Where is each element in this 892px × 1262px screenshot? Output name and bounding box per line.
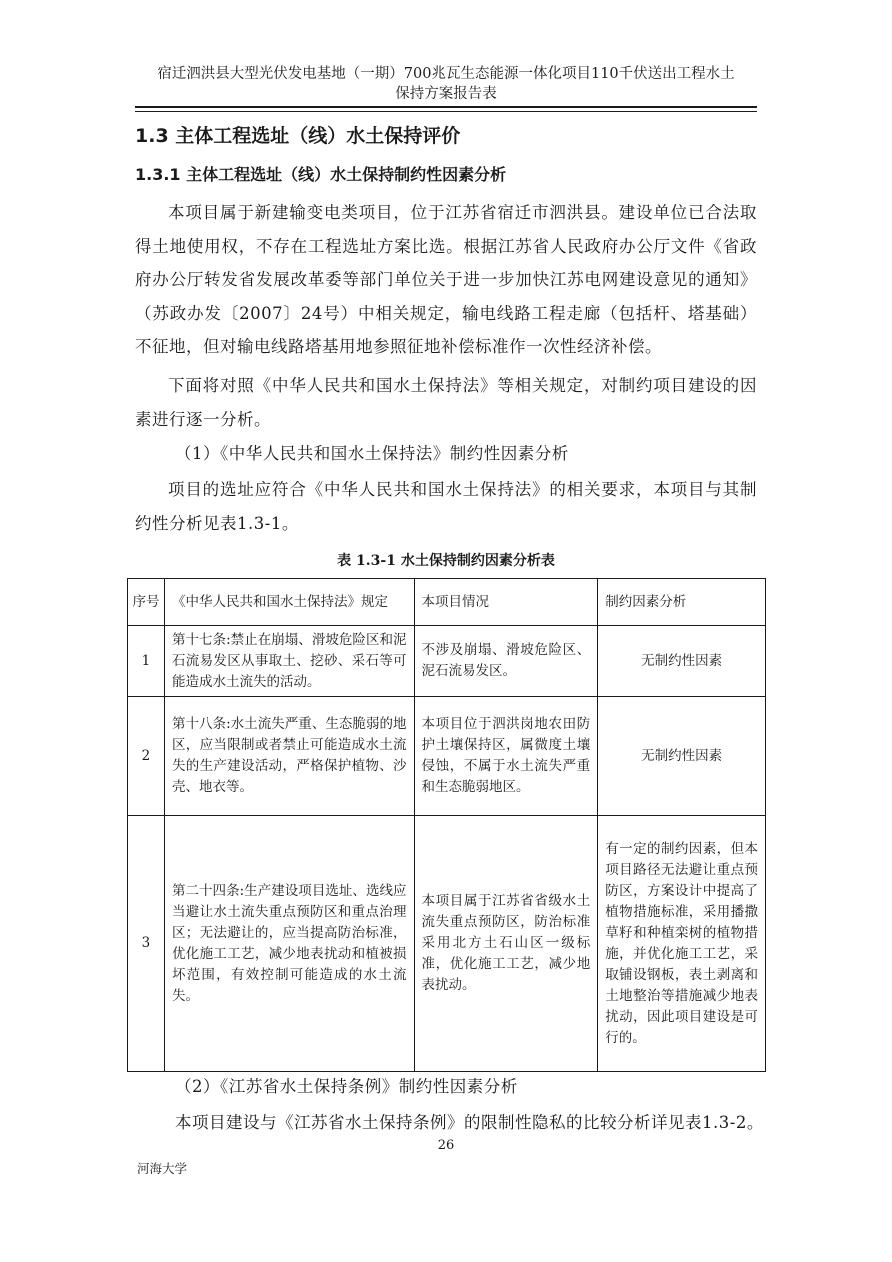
paragraph-item-2-body: 本项目建设与《江苏省水土保持条例》的限制性隐私的比较分析详见表1.3-2。 [175,1113,764,1132]
paragraph-intro: 本项目属于新建输变电类项目，位于江苏省宿迁市泗洪县。建设单位已合法取得土地使用权，不存在工程选址方案比选。根据江苏省人民政府办公厅文件《省政府办公厅转发省发展改革委等部门单位关于进一步加快江苏电网建设意见的通知》（苏政办发〔2007〕24号）中相关规定，输电线路工程走廊（包括杆、塔基础）不征地，但对输电线路塔基用地参照征地补偿标准作一次性经济补偿。 [135,203,757,356]
row-number: 1 [128,626,165,697]
running-header-line1: 宿迁泗洪县大型光伏发电基地（一期）700兆瓦生态能源一体化项目110千伏送出工程水土 [157,66,735,82]
paragraph-item-1-body: 项目的选址应符合《中华人民共和国水土保持法》的相关要求，本项目与其制约性分析见表1.3-1。 [135,480,757,533]
paragraph-item-2-title: （2）《江苏省水土保持条例》制约性因素分析 [175,1077,518,1096]
table-header-cell: 制约因素分析 [598,579,766,626]
page-number: 26 [437,1138,455,1153]
law-provision: 第十八条:水土流失严重、生态脆弱的地区，应当限制或者禁止可能造成水土流失的生产建设活动，严格保护植物、沙壳、地衣等。 [164,697,414,816]
section-heading: 1.3 主体工程选址（线）水土保持评价 [135,125,461,147]
footer-organization: 河海大学 [137,1161,188,1176]
table-row [128,626,766,697]
subsection-heading: 1.3.1 主体工程选址（线）水土保持制约性因素分析 [135,165,507,184]
row-number: 3 [128,816,165,1072]
project-situation: 本项目属于江苏省省级水土流失重点预防区，防治标准采用北方土石山区一级标准，优化施工工艺，减少地表扰动。 [414,816,598,1072]
header-rule-thick [135,106,757,108]
row-number: 2 [128,697,165,816]
paragraph-item-1-title: （1）《中华人民共和国水土保持法》制约性因素分析 [175,444,569,463]
constraint-analysis: 无制约性因素 [598,626,766,697]
header-rule-thin [135,111,757,112]
table-caption: 表 1.3-1 水土保持制约因素分析表 [337,553,555,569]
law-provision: 第十七条:禁止在崩塌、滑坡危险区和泥石流易发区从事取土、挖砂、采石等可能造成水土流失的活动。 [164,626,414,697]
project-situation: 不涉及崩塌、滑坡危险区、泥石流易发区。 [414,626,598,697]
table-row [128,816,766,1072]
constraint-analysis: 无制约性因素 [598,697,766,816]
project-situation: 本项目位于泗洪岗地农田防护土壤保持区，属微度土壤侵蚀，不属于水土流失严重和生态脆弱地区。 [414,697,598,816]
paragraph-analysis-intro: 下面将对照《中华人民共和国水土保持法》等相关规定，对制约项目建设的因素进行逐一分析。 [135,376,757,429]
running-header-line2: 保持方案报告表 [395,86,497,102]
table-header-cell: 序号 [128,579,165,626]
table-header-row [128,579,766,626]
table-header-cell: 《中华人民共和国水土保持法》规定 [164,579,414,626]
table-header-cell: 本项目情况 [414,579,598,626]
constraint-analysis: 有一定的制约因素，但本项目路径无法避让重点预防区，方案设计中提高了植物措施标准，采用播撒草籽和种植栾树的植物措施，并优化施工工艺，采取铺设钢板，表土剥离和土地整治等措施减少地表扰动，因此项目建设是可行的。 [598,816,766,1072]
table-row [128,697,766,816]
law-provision: 第二十四条:生产建设项目选址、选线应当避让水土流失重点预防区和重点治理区；无法避让的，应当提高防治标准，优化施工工艺，减少地表扰动和植被损坏范围，有效控制可能造成的水土流失。 [164,816,414,1072]
running-header [135,64,757,104]
constraint-analysis-table [127,578,766,1072]
